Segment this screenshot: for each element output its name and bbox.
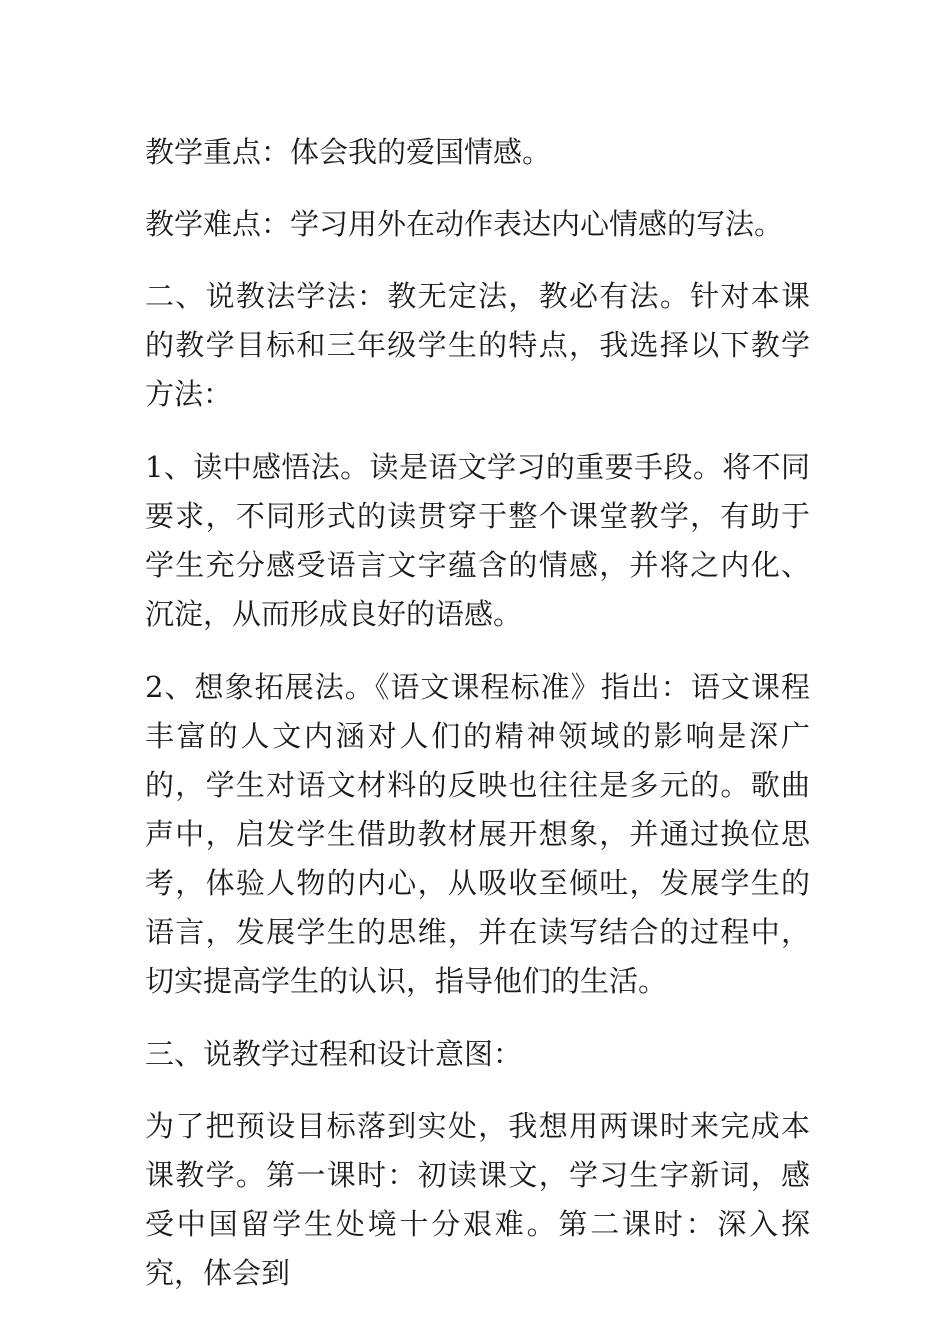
paragraph-teaching-methods: 二、说教法学法：教无定法，教必有法。针对本课的教学目标和三年级学生的特点，我选择以下教学方法： bbox=[145, 279, 810, 411]
paragraph-teaching-focus: 教学重点：体会我的爱国情感。 bbox=[145, 135, 552, 169]
paragraph-method-imagination: 2、想象拓展法。《语文课程标准》指出：语文课程丰富的人文内涵对人们的精神领域的影响是深广的，学生对语文材料的反映也往往是多元的。歌曲声中，启发学生借助教材展开想象，并通过换位思考，体验人物的内心，从吸收至倾吐，发展学生的语言，发展学生的思维，并在读写结合的过程中，切实提高学生的认识，指导他们的生活。 bbox=[145, 670, 810, 998]
paragraph-method-reading: 1、读中感悟法。读是语文学习的重要手段。将不同要求，不同形式的读贯穿于整个课堂教学，有助于学生充分感受语言文字蕴含的情感，并将之内化、沉淀，从而形成良好的语感。 bbox=[145, 450, 810, 631]
paragraph-section-three-heading: 三、说教学过程和设计意图： bbox=[145, 1037, 523, 1071]
paragraph-lesson-plan: 为了把预设目标落到实处，我想用两课时来完成本课教学。第一课时：初读课文，学习生字新词，感受中国留学生处境十分艰难。第二课时：深入探究，体会到 bbox=[145, 1109, 810, 1290]
document-body bbox=[145, 128, 810, 1322]
paragraph-teaching-difficulty: 教学难点：学习用外在动作表达内心情感的写法。 bbox=[145, 207, 784, 241]
